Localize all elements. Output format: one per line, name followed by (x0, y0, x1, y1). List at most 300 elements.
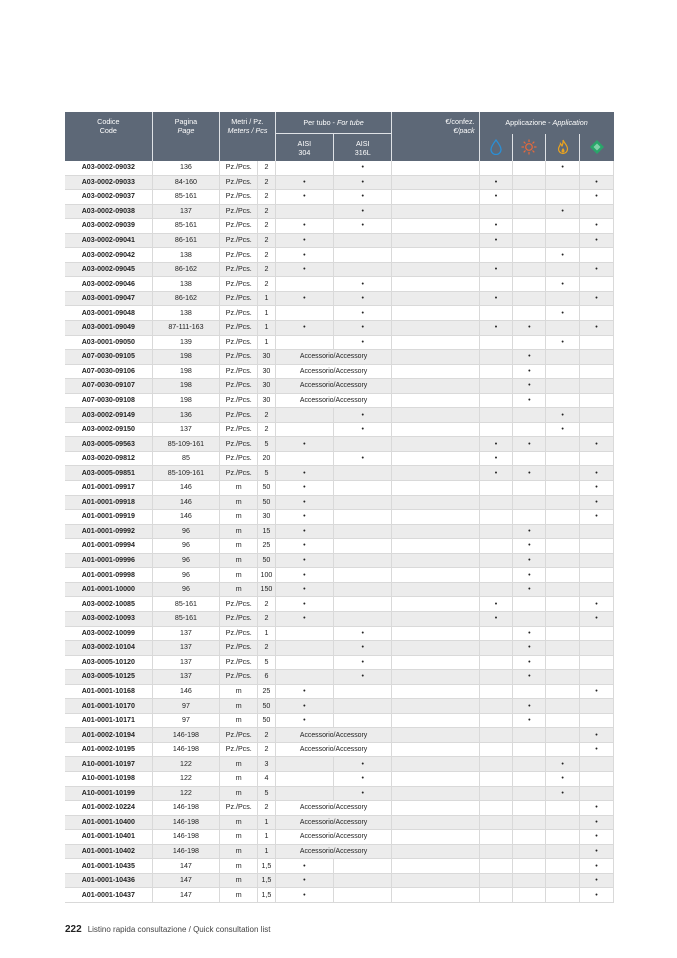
cell-aisi-304 (275, 161, 333, 175)
cell-aisi-316l (334, 481, 392, 496)
cell-page: 136 (152, 408, 220, 423)
cell-quantity: 50 (258, 495, 275, 510)
cell-code: A03-0001-09047 (65, 291, 152, 306)
cell-aisi-316l: • (334, 219, 392, 234)
cell-aisi-304: • (275, 175, 333, 190)
cell-app-gas (580, 379, 614, 394)
cell-app-solar (513, 277, 546, 292)
cell-app-heating (546, 830, 580, 845)
cell-aisi-304: • (275, 568, 333, 583)
table-body (65, 161, 614, 902)
header-code: Codice Code (65, 112, 152, 161)
cell-app-water (479, 713, 513, 728)
table-row (65, 262, 614, 277)
cell-unit: Pz./Pcs. (220, 408, 258, 423)
cell-price (392, 641, 479, 656)
table-row (65, 684, 614, 699)
cell-page: 138 (152, 248, 220, 263)
cell-price (392, 830, 479, 845)
cell-price (392, 466, 479, 481)
cell-accessory: Accessorio/Accessory (275, 350, 392, 365)
cell-app-heating (546, 524, 580, 539)
cell-aisi-304 (275, 670, 333, 685)
cell-accessory: Accessorio/Accessory (275, 393, 392, 408)
cell-aisi-316l: • (334, 757, 392, 772)
cell-app-heating (546, 728, 580, 743)
cell-app-water (479, 568, 513, 583)
cell-unit: m (220, 582, 258, 597)
table-row (65, 801, 614, 816)
cell-app-water (479, 771, 513, 786)
cell-app-gas (580, 277, 614, 292)
cell-code: A01-0001-10435 (65, 859, 152, 874)
cell-app-water (479, 888, 513, 903)
cell-app-gas (580, 757, 614, 772)
cell-app-solar: • (513, 393, 546, 408)
cell-aisi-304: • (275, 321, 333, 336)
cell-quantity: 25 (258, 684, 275, 699)
cell-page: 137 (152, 626, 220, 641)
cell-app-heating: • (546, 248, 580, 263)
cell-unit: m (220, 713, 258, 728)
cell-app-water: • (479, 611, 513, 626)
cell-unit: Pz./Pcs. (220, 641, 258, 656)
cell-code: A03-0002-09038 (65, 204, 152, 219)
cell-price (392, 451, 479, 466)
cell-aisi-316l (334, 539, 392, 554)
cell-app-gas (580, 306, 614, 321)
cell-unit: m (220, 757, 258, 772)
cell-app-gas (580, 670, 614, 685)
cell-app-water (479, 335, 513, 350)
cell-code: A03-0002-09033 (65, 175, 152, 190)
cell-aisi-316l (334, 859, 392, 874)
cell-app-water (479, 859, 513, 874)
cell-code: A03-0002-09045 (65, 262, 152, 277)
cell-aisi-316l (334, 568, 392, 583)
cell-quantity: 1 (258, 815, 275, 830)
cell-aisi-304: • (275, 539, 333, 554)
table-row (65, 408, 614, 423)
cell-unit: Pz./Pcs. (220, 422, 258, 437)
table-row (65, 161, 614, 175)
cell-app-water (479, 553, 513, 568)
cell-app-solar: • (513, 539, 546, 554)
cell-quantity: 2 (258, 248, 275, 263)
table-row (65, 611, 614, 626)
cell-aisi-316l (334, 248, 392, 263)
cell-aisi-316l (334, 684, 392, 699)
cell-app-solar: • (513, 321, 546, 336)
cell-price (392, 190, 479, 205)
cell-code: A01-0001-09919 (65, 510, 152, 525)
cell-quantity: 15 (258, 524, 275, 539)
cell-app-heating (546, 699, 580, 714)
cell-aisi-316l: • (334, 626, 392, 641)
cell-app-heating (546, 437, 580, 452)
cell-app-solar: • (513, 350, 546, 365)
cell-page: 138 (152, 306, 220, 321)
cell-page: 137 (152, 204, 220, 219)
table-row (65, 742, 614, 757)
cell-aisi-316l: • (334, 655, 392, 670)
cell-unit: Pz./Pcs. (220, 335, 258, 350)
cell-price (392, 771, 479, 786)
cell-app-solar (513, 204, 546, 219)
table-row (65, 641, 614, 656)
cell-aisi-316l: • (334, 306, 392, 321)
cell-price (392, 219, 479, 234)
cell-app-solar: • (513, 466, 546, 481)
table-row (65, 626, 614, 641)
cell-page: 96 (152, 568, 220, 583)
cell-app-solar (513, 757, 546, 772)
cell-app-water (479, 873, 513, 888)
cell-app-gas (580, 626, 614, 641)
cell-app-heating (546, 481, 580, 496)
cell-page: 96 (152, 524, 220, 539)
cell-app-water (479, 728, 513, 743)
cell-app-gas: • (580, 742, 614, 757)
cell-price (392, 524, 479, 539)
cell-code: A10-0001-10199 (65, 786, 152, 801)
cell-price (392, 568, 479, 583)
table-row (65, 873, 614, 888)
cell-app-water: • (479, 233, 513, 248)
cell-app-water (479, 582, 513, 597)
cell-app-gas: • (580, 844, 614, 859)
cell-app-gas: • (580, 321, 614, 336)
cell-app-water: • (479, 291, 513, 306)
table-row (65, 437, 614, 452)
cell-app-solar (513, 844, 546, 859)
cell-page: 96 (152, 553, 220, 568)
cell-aisi-304: • (275, 524, 333, 539)
cell-app-gas (580, 408, 614, 423)
cell-app-water (479, 757, 513, 772)
cell-app-heating (546, 670, 580, 685)
cell-page: 146 (152, 510, 220, 525)
cell-aisi-304 (275, 786, 333, 801)
cell-price (392, 728, 479, 743)
cell-aisi-316l: • (334, 422, 392, 437)
cell-app-water (479, 539, 513, 554)
cell-app-solar (513, 291, 546, 306)
cell-app-solar (513, 742, 546, 757)
cell-app-gas: • (580, 233, 614, 248)
cell-app-heating (546, 597, 580, 612)
cell-unit: Pz./Pcs. (220, 437, 258, 452)
cell-app-heating (546, 626, 580, 641)
cell-page: 86-162 (152, 262, 220, 277)
cell-quantity: 1 (258, 626, 275, 641)
cell-code: A03-0001-09048 (65, 306, 152, 321)
cell-unit: Pz./Pcs. (220, 393, 258, 408)
cell-app-gas: • (580, 830, 614, 845)
cell-app-heating (546, 175, 580, 190)
table-row (65, 582, 614, 597)
page-number: 222 (65, 924, 82, 935)
cell-aisi-316l: • (334, 291, 392, 306)
cell-app-gas: • (580, 219, 614, 234)
cell-price (392, 539, 479, 554)
cell-aisi-304 (275, 451, 333, 466)
cell-app-water (479, 655, 513, 670)
cell-price (392, 582, 479, 597)
cell-aisi-316l (334, 582, 392, 597)
cell-unit: Pz./Pcs. (220, 190, 258, 205)
gas-diamond-icon (580, 134, 614, 162)
cell-app-heating: • (546, 204, 580, 219)
cell-aisi-316l: • (334, 771, 392, 786)
cell-app-solar (513, 859, 546, 874)
cell-unit: Pz./Pcs. (220, 306, 258, 321)
cell-code: A01-0001-10402 (65, 844, 152, 859)
cell-unit: Pz./Pcs. (220, 451, 258, 466)
cell-quantity: 50 (258, 481, 275, 496)
table-row (65, 539, 614, 554)
cell-quantity: 1 (258, 321, 275, 336)
cell-app-gas (580, 786, 614, 801)
cell-price (392, 437, 479, 452)
cell-aisi-316l: • (334, 451, 392, 466)
cell-app-heating (546, 393, 580, 408)
cell-price (392, 713, 479, 728)
cell-quantity: 50 (258, 699, 275, 714)
cell-code: A03-0001-09050 (65, 335, 152, 350)
header-aisi-316l: AISI 316L (334, 134, 392, 162)
cell-app-solar (513, 335, 546, 350)
cell-app-heating (546, 568, 580, 583)
cell-code: A03-0002-09042 (65, 248, 152, 263)
cell-quantity: 50 (258, 713, 275, 728)
cell-quantity: 2 (258, 611, 275, 626)
cell-app-gas (580, 335, 614, 350)
cell-code: A07-0030-09105 (65, 350, 152, 365)
cell-quantity: 30 (258, 350, 275, 365)
cell-aisi-316l: • (334, 277, 392, 292)
cell-app-water: • (479, 597, 513, 612)
cell-quantity: 2 (258, 801, 275, 816)
cell-app-solar (513, 786, 546, 801)
cell-code: A03-0002-10099 (65, 626, 152, 641)
sun-icon (513, 134, 546, 162)
cell-unit: Pz./Pcs. (220, 262, 258, 277)
cell-app-solar: • (513, 641, 546, 656)
cell-code: A07-0030-09106 (65, 364, 152, 379)
cell-aisi-304: • (275, 481, 333, 496)
cell-app-solar: • (513, 626, 546, 641)
cell-app-heating (546, 291, 580, 306)
table-row (65, 233, 614, 248)
cell-quantity: 150 (258, 582, 275, 597)
cell-page: 138 (152, 277, 220, 292)
cell-app-gas: • (580, 597, 614, 612)
cell-quantity: 2 (258, 728, 275, 743)
cell-price (392, 408, 479, 423)
cell-app-heating (546, 190, 580, 205)
cell-price (392, 422, 479, 437)
cell-unit: m (220, 844, 258, 859)
cell-price (392, 859, 479, 874)
cell-app-water (479, 364, 513, 379)
table-row (65, 248, 614, 263)
cell-quantity: 20 (258, 451, 275, 466)
cell-price (392, 670, 479, 685)
cell-aisi-316l (334, 699, 392, 714)
cell-page: 96 (152, 539, 220, 554)
cell-app-heating (546, 859, 580, 874)
cell-app-gas: • (580, 888, 614, 903)
cell-app-gas: • (580, 466, 614, 481)
cell-accessory: Accessorio/Accessory (275, 742, 392, 757)
cell-app-solar: • (513, 699, 546, 714)
cell-unit: Pz./Pcs. (220, 379, 258, 394)
header-page: Pagina Page (152, 112, 220, 161)
cell-page: 146-198 (152, 728, 220, 743)
cell-aisi-316l (334, 873, 392, 888)
cell-quantity: 1,5 (258, 888, 275, 903)
table-row (65, 713, 614, 728)
cell-price (392, 801, 479, 816)
cell-aisi-304 (275, 641, 333, 656)
cell-code: A03-0005-10125 (65, 670, 152, 685)
cell-app-water (479, 699, 513, 714)
cell-price (392, 335, 479, 350)
cell-unit: Pz./Pcs. (220, 350, 258, 365)
cell-app-solar (513, 481, 546, 496)
cell-page: 122 (152, 771, 220, 786)
table-row (65, 495, 614, 510)
cell-app-gas (580, 524, 614, 539)
cell-app-water (479, 350, 513, 365)
cell-unit: Pz./Pcs. (220, 321, 258, 336)
table-row (65, 771, 614, 786)
cell-aisi-304 (275, 757, 333, 772)
cell-code: A01-0001-10401 (65, 830, 152, 845)
header-unit: Metri / Pz. Meters / Pcs (220, 112, 275, 161)
cell-app-water (479, 204, 513, 219)
cell-quantity: 1 (258, 844, 275, 859)
cell-code: A03-0020-09812 (65, 451, 152, 466)
cell-unit: Pz./Pcs. (220, 670, 258, 685)
cell-aisi-316l: • (334, 204, 392, 219)
table-row (65, 786, 614, 801)
cell-unit: Pz./Pcs. (220, 611, 258, 626)
cell-app-water (479, 379, 513, 394)
cell-app-heating (546, 466, 580, 481)
table-row (65, 466, 614, 481)
cell-aisi-316l: • (334, 175, 392, 190)
cell-app-water (479, 481, 513, 496)
cell-code: A01-0001-10400 (65, 815, 152, 830)
cell-quantity: 25 (258, 539, 275, 554)
cell-code: A03-0001-09049 (65, 321, 152, 336)
cell-code: A03-0005-10120 (65, 655, 152, 670)
cell-code: A01-0001-09996 (65, 553, 152, 568)
cell-price (392, 364, 479, 379)
cell-app-gas (580, 713, 614, 728)
cell-price (392, 699, 479, 714)
cell-page: 85-161 (152, 597, 220, 612)
cell-price (392, 815, 479, 830)
cell-app-water (479, 422, 513, 437)
header-per-tube: Per tubo - For tube (275, 112, 392, 134)
cell-code: A01-0001-09992 (65, 524, 152, 539)
cell-app-solar (513, 262, 546, 277)
cell-page: 97 (152, 699, 220, 714)
cell-page: 147 (152, 888, 220, 903)
cell-quantity: 3 (258, 757, 275, 772)
cell-page: 96 (152, 582, 220, 597)
table-row (65, 844, 614, 859)
cell-unit: Pz./Pcs. (220, 728, 258, 743)
cell-app-water (479, 786, 513, 801)
table-row (65, 350, 614, 365)
cell-unit: m (220, 568, 258, 583)
cell-page: 84-160 (152, 175, 220, 190)
cell-app-gas: • (580, 437, 614, 452)
cell-page: 85 (152, 451, 220, 466)
cell-price (392, 248, 479, 263)
cell-app-water (479, 248, 513, 263)
cell-unit: Pz./Pcs. (220, 626, 258, 641)
cell-app-water: • (479, 190, 513, 205)
cell-unit: Pz./Pcs. (220, 233, 258, 248)
cell-code: A03-0002-09037 (65, 190, 152, 205)
cell-code: A03-0002-09046 (65, 277, 152, 292)
cell-unit: m (220, 859, 258, 874)
cell-code: A03-0005-09563 (65, 437, 152, 452)
cell-code: A01-0002-10195 (65, 742, 152, 757)
cell-app-water (479, 306, 513, 321)
cell-app-water: • (479, 321, 513, 336)
cell-page: 146 (152, 481, 220, 496)
cell-aisi-304: • (275, 262, 333, 277)
cell-price (392, 626, 479, 641)
cell-page: 137 (152, 655, 220, 670)
cell-app-solar (513, 801, 546, 816)
cell-app-heating (546, 350, 580, 365)
cell-unit: Pz./Pcs. (220, 277, 258, 292)
cell-app-gas: • (580, 611, 614, 626)
cell-app-water (479, 684, 513, 699)
cell-page: 85-109-161 (152, 466, 220, 481)
cell-unit: m (220, 684, 258, 699)
cell-app-gas: • (580, 495, 614, 510)
cell-quantity: 2 (258, 175, 275, 190)
cell-app-heating (546, 888, 580, 903)
cell-app-heating (546, 539, 580, 554)
cell-app-water (479, 801, 513, 816)
cell-code: A03-0002-09150 (65, 422, 152, 437)
cell-app-gas (580, 641, 614, 656)
cell-accessory: Accessorio/Accessory (275, 801, 392, 816)
cell-app-heating (546, 553, 580, 568)
cell-app-gas: • (580, 510, 614, 525)
cell-code: A03-0002-10093 (65, 611, 152, 626)
cell-quantity: 1 (258, 830, 275, 845)
cell-aisi-304: • (275, 495, 333, 510)
cell-price (392, 350, 479, 365)
table-row (65, 175, 614, 190)
cell-app-solar (513, 611, 546, 626)
cell-aisi-304 (275, 655, 333, 670)
cell-app-heating: • (546, 335, 580, 350)
cell-app-water (479, 641, 513, 656)
cell-app-gas: • (580, 873, 614, 888)
cell-page: 97 (152, 713, 220, 728)
